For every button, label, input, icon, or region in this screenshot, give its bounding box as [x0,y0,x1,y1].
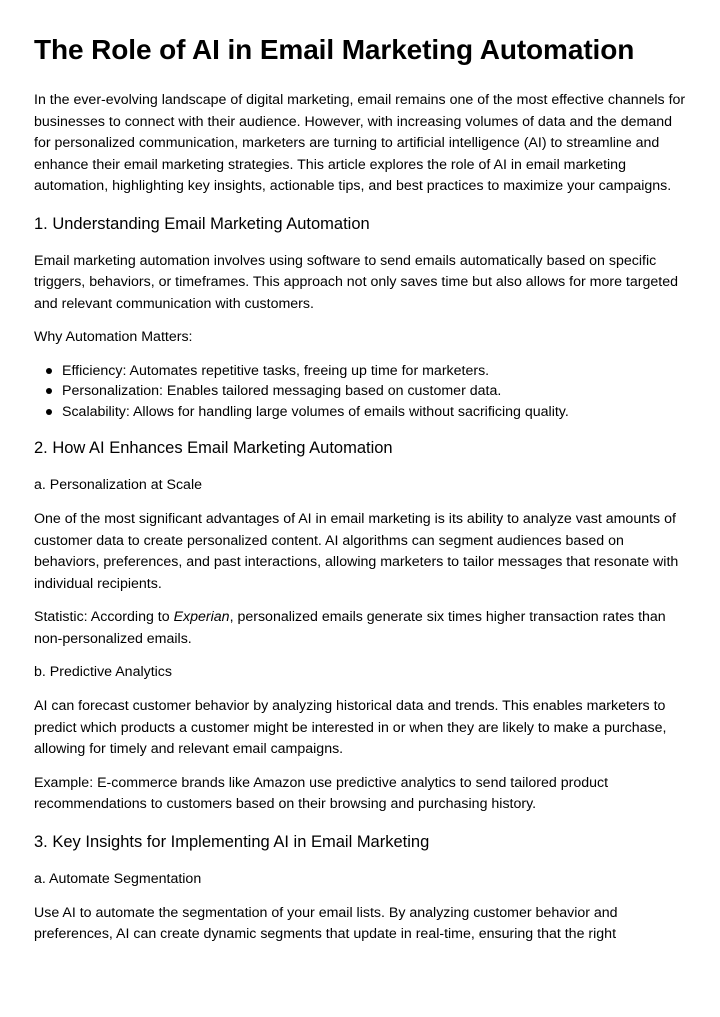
list-item: Personalization: Enables tailored messaging based on customer data. [62,381,686,402]
statistic-suffix: , personalized emails generate six times higher transaction rates than non-personalized emails. [34,609,666,647]
section-2b-heading: b. Predictive Analytics [34,664,172,680]
intro-paragraph: In the ever-evolving landscape of digital marketing, email remains one of the most effective channels for businesses to connect with their audience. However, with increasing volumes of data and the demand for personalized communication, marketers are turning to artificial intelligence (AI) to streamline and enhance their email marketing strategies. This article explores the role of AI in email marketing automation, highlighting key insights, actionable tips, and best practices to maximize your campaigns. [34,92,686,194]
list-item: Efficiency: Automates repetitive tasks, freeing up time for marketers. [62,361,686,382]
statistic-prefix: Statistic: According to [34,609,174,625]
section-1-body: Email marketing automation involves using software to send emails automatically based on specific triggers, behaviors, or timeframes. This approach not only saves time but also allows for more targeted and relevant communication with customers. [34,252,678,312]
section-2a-body: One of the most significant advantages of AI in email marketing is its ability to analyze vast amounts of customer data to create personalized content. AI algorithms can segment audiences based on behaviors, preferences, and past interactions, allowing marketers to tailor messages that resonate with individual recipients. [34,511,679,592]
section-1-heading: 1. Understanding Email Marketing Automation [34,214,370,233]
why-automation-list [34,361,686,423]
section-3-heading: 3. Key Insights for Implementing AI in Email Marketing [34,832,430,851]
page-title: The Role of AI in Email Marketing Automation [34,34,635,65]
section-3a-heading: a. Automate Segmentation [34,870,202,887]
section-2-heading: 2. How AI Enhances Email Marketing Automation [34,439,393,457]
statistic-paragraph [34,607,686,650]
list-item: Scalability: Allows for handling large volumes of emails without sacrificing quality. [62,402,686,423]
example-paragraph: Example: E-commerce brands like Amazon use predictive analytics to send tailored product recommendations to customers based on their browsing and purchasing history. [34,774,609,812]
section-2a-heading: a. Personalization at Scale [34,477,202,493]
section-3a-body: Use AI to automate the segmentation of your email lists. By analyzing customer behavior and preferences, AI can create dynamic segments that update in real-time, ensuring that the right [34,904,618,942]
section-2b-body: AI can forecast customer behavior by analyzing historical data and trends. This enables marketers to predict which products a customer might be interested in or when they are likely to make a purchase, allowing for timely and relevant email campaigns. [34,698,667,757]
why-automation-label: Why Automation Matters: [34,329,193,345]
statistic-source: Experian [173,609,230,625]
